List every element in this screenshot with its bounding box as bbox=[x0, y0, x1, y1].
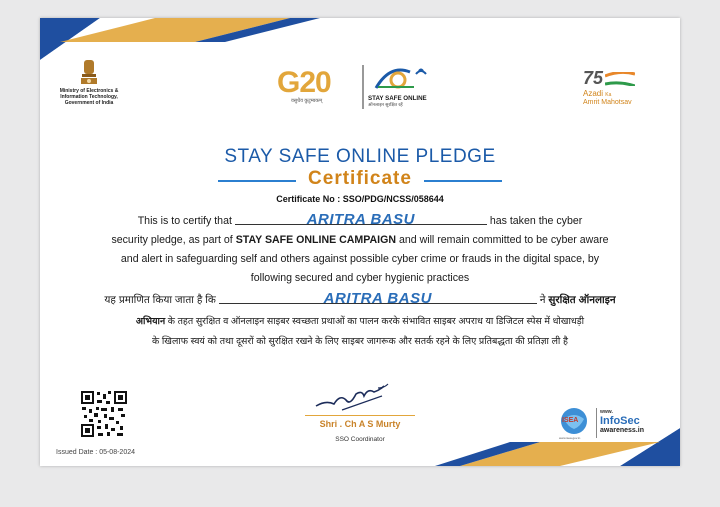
ministry-line2: Information Technology, bbox=[60, 94, 118, 100]
issued-date: Issued Date : 05-08-2024 bbox=[56, 449, 135, 456]
isea-logo bbox=[559, 406, 595, 442]
english-line4: following secured and cyber hygienic practices bbox=[250, 272, 470, 284]
hindi-prefix: यह प्रमाणित किया जाता है कि bbox=[104, 295, 216, 306]
azadi-line3: Amrit Mahotsav bbox=[583, 99, 632, 106]
recipient-name-hindi: ARITRA BASU bbox=[323, 290, 432, 307]
signature bbox=[312, 380, 402, 414]
infosec-line3: awareness.in bbox=[600, 427, 644, 434]
logo-divider bbox=[362, 65, 364, 109]
signatory-name: Shri . Ch A S Murty bbox=[319, 419, 401, 429]
infosec-line2: InfoSec bbox=[600, 415, 640, 427]
signature-line bbox=[305, 415, 415, 416]
english-paragraph bbox=[76, 210, 644, 288]
azadi-logo bbox=[583, 68, 653, 106]
ministry-line1: Ministry of Electronics & bbox=[59, 88, 119, 94]
isea-url: www.isea.gov.in bbox=[559, 436, 581, 440]
hindi-campaign-a: सुरक्षित ऑनलाइन bbox=[548, 295, 616, 306]
hindi-line3: के खिलाफ स्वयं को तथा दूसरों को सुरक्षित रखने के लिए साइबर जागरूक और सतर्क रहने के लिए प्रतिबद्धता की प्रतिज्ञा ली है bbox=[152, 335, 568, 346]
stay-safe-logo-icon bbox=[368, 62, 434, 92]
certificate-number: Certificate No : SSO/PDG/NCSS/058644 bbox=[276, 194, 444, 204]
qr-code[interactable] bbox=[80, 390, 128, 438]
signatory-role: SSO Coordinator bbox=[335, 436, 385, 443]
english-line2-a: security pledge, as part of bbox=[111, 234, 233, 246]
campaign-name: STAY SAFE ONLINE CAMPAIGN bbox=[235, 234, 396, 246]
isea-divider bbox=[596, 408, 597, 438]
stay-safe-logo bbox=[368, 62, 440, 108]
infosec-line1: www. bbox=[600, 409, 613, 415]
hindi-line2: के तहत सुरक्षित व ऑनलाइन साइबर स्वच्छता प्रथाओं का पालन करके संभावित साइबर अपराध या डिजिटल स्पेस में धोखाधड़ी bbox=[167, 315, 585, 326]
hindi-suffix: ने bbox=[539, 295, 546, 306]
infosec-logo bbox=[600, 410, 670, 435]
english-prefix: This is to certify that bbox=[137, 215, 232, 227]
hindi-paragraph bbox=[76, 289, 644, 351]
g20-logo bbox=[277, 66, 367, 110]
isea-label: ISEA bbox=[562, 417, 579, 424]
english-line3: and alert in safeguarding self and others against possible cyber crime or frauds in the digital space, by bbox=[120, 253, 600, 265]
flag-swoosh-icon bbox=[605, 72, 635, 86]
azadi-line1: Azadi bbox=[583, 89, 604, 98]
stay-safe-line1: STAY SAFE ONLINE bbox=[368, 95, 427, 102]
national-emblem-icon bbox=[78, 58, 100, 88]
english-line2-b: and will remain committed to be cyber aware bbox=[398, 234, 609, 246]
ministry-block bbox=[58, 58, 120, 106]
certificate-heading: Certificate bbox=[308, 168, 412, 189]
azadi-line2: Ka bbox=[605, 92, 612, 98]
english-suffix: has taken the cyber bbox=[489, 215, 583, 227]
ministry-line3: Government of India bbox=[64, 100, 114, 106]
g20-logo-text: G20 bbox=[277, 66, 331, 99]
hindi-campaign-b: अभियान bbox=[135, 315, 166, 326]
stay-safe-line2: ऑनलाइन सुरक्षित रहें bbox=[368, 102, 403, 107]
certificate bbox=[40, 18, 680, 466]
g20-tagline: वसुधैव कुटुम्बकम् bbox=[291, 98, 323, 104]
azadi-number: 75 bbox=[583, 68, 604, 88]
recipient-name: ARITRA BASU bbox=[306, 211, 415, 228]
pledge-title: STAY SAFE ONLINE PLEDGE bbox=[224, 146, 496, 167]
